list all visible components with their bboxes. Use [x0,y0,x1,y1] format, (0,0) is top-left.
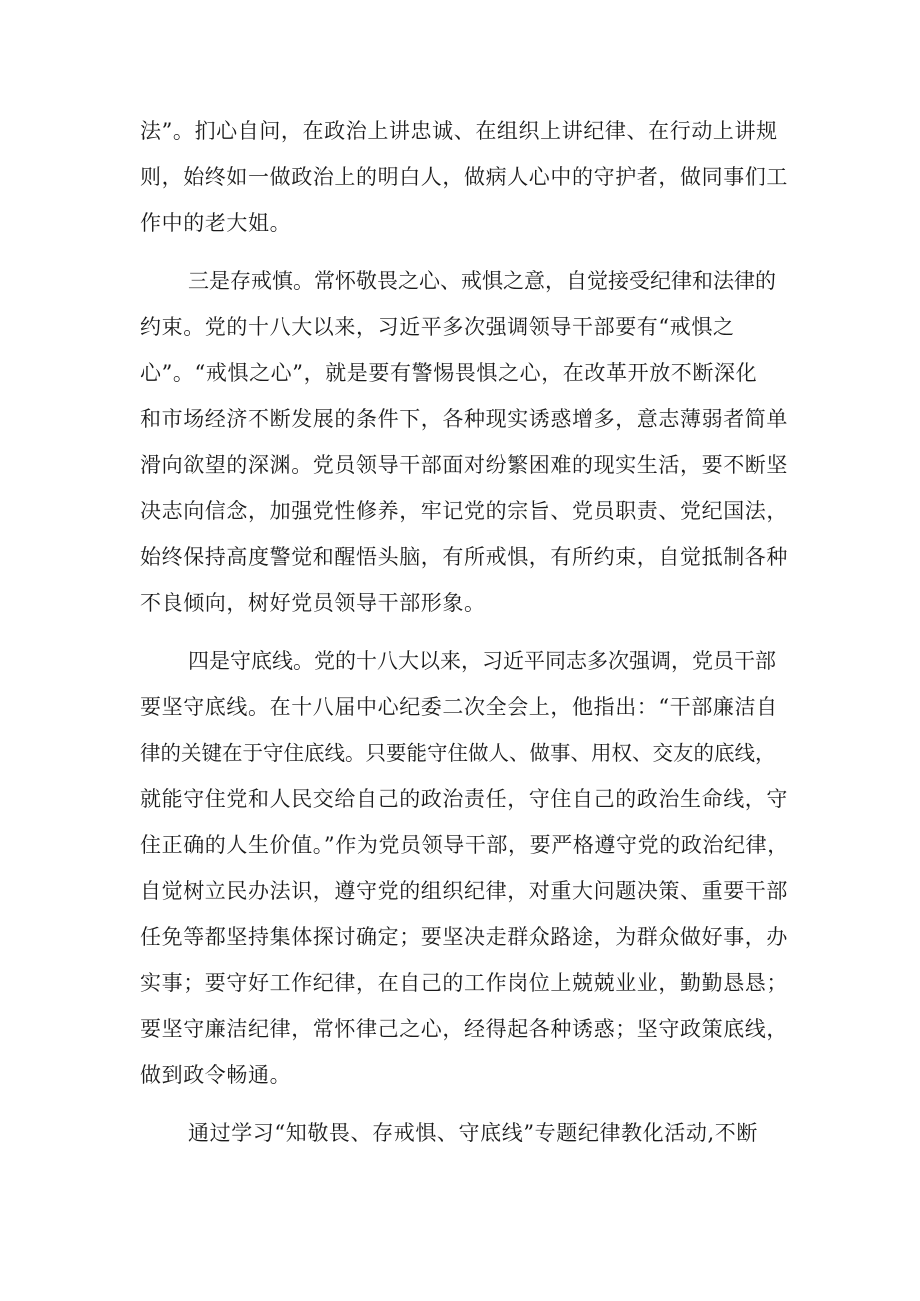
paragraph-line: 三是存戒慎。常怀敬畏之心、戒惧之意，自觉接受纪律和法律的 [188,269,776,293]
paragraph-line: 自觉树立民办法识，遵守党的组织纪律，对重大问题决策、重要干部 [140,879,788,903]
paragraph-line: 住正确的人生价值。”作为党员领导干部，要严格遵守党的政治纪律， [140,833,789,857]
paragraph-line: 法”。扪心自问，在政治上讲忠诚、在组织上讲纪律、在行动上讲规 [140,119,778,143]
paragraph-line: 滑向欲望的深渊。党员领导干部面对纷繁困难的现实生活，要不断坚 [140,453,788,477]
paragraph-line: 要坚守底线。在十八届中心纪委二次全会上，他指出：“干部廉洁自 [140,695,778,719]
paragraph-line: 作中的老大姐。 [140,211,292,235]
paragraph-line: 律的关键在于守住底线。只要能守住做人、做事、用权、交友的底线， [140,741,776,765]
paragraph-line: 四是守底线。党的十八大以来，习近平同志多次强调，党员干部 [188,649,776,673]
paragraph-line: 心”。“戒惧之心”，就是要有警惕畏惧之心，在改革开放不断深化 [140,361,758,385]
paragraph-line: 和市场经济不断发展的条件下，各种现实诱惑增多，意志薄弱者简单 [140,407,788,431]
paragraph-line: 实事；要守好工作纪律，在自己的工作岗位上兢兢业业，勤勤恳恳； [140,971,788,995]
paragraph-line: 则，始终如一做政治上的明白人，做病人心中的守护者，做同事们工 [140,165,788,189]
paragraph-line: 就能守住党和人民交给自己的政治责任，守住自己的政治生命线，守 [140,787,788,811]
paragraph-line: 约束。党的十八大以来，习近平多次强调领导干部要有“戒惧之 [140,315,735,339]
paragraph-line: 任免等都坚持集体探讨确定；要坚决走群众路途，为群众做好事，办 [140,925,788,949]
paragraph-line: 要坚守廉洁纪律，常怀律己之心，经得起各种诱惑；坚守政策底线， [140,1017,788,1041]
paragraph-line: 不良倾向，树好党员领导干部形象。 [140,591,486,615]
paragraph-line: 通过学习“知敬畏、存戒惧、守底线”专题纪律教化活动,不断 [188,1121,758,1145]
paragraph-line: 始终保持高度警觉和醒悟头脑，有所戒惧，有所约束，自觉抵制各种 [140,545,788,569]
paragraph-line: 做到政令畅通。 [140,1063,292,1087]
paragraph-line: 决志向信念，加强党性修养，牢记党的宗旨、党员职责、党纪国法， [140,499,788,523]
